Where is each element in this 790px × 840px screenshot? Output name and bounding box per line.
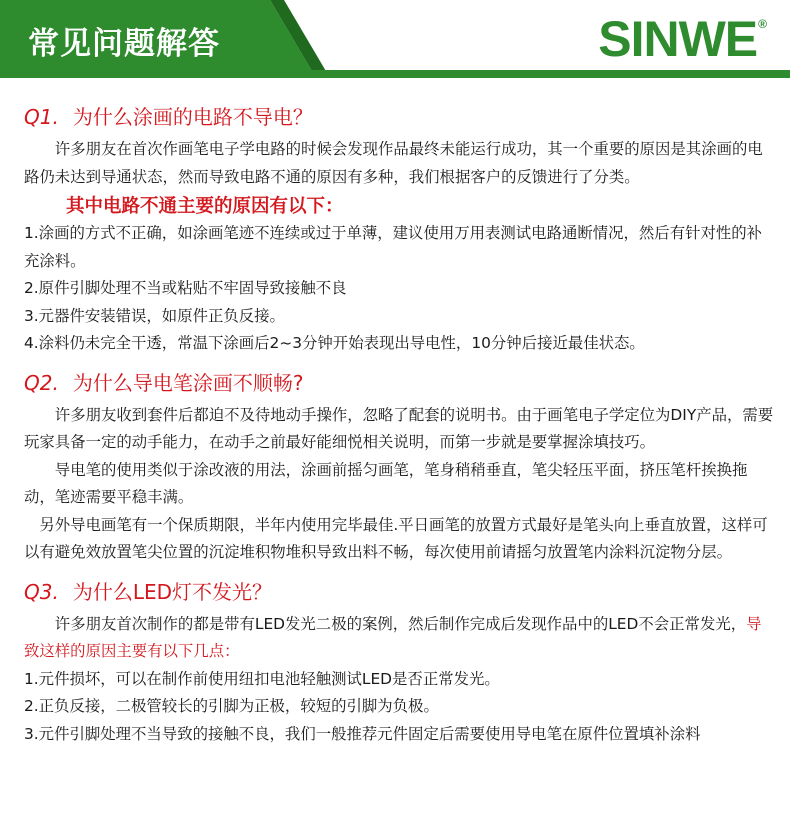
q3-number: Q3. xyxy=(24,579,59,604)
q3-intro-text: 许多朋友首次制作的都是带有LED发光二极的案例，然后制作完成后发现作品中的LED不会正常发光， xyxy=(54,614,747,633)
q1-subheading: 其中电路不通主要的原因有以下： xyxy=(66,196,344,217)
page-header xyxy=(0,0,790,78)
q1-title: 为什么涂画的电路不导电？ xyxy=(72,105,313,129)
faq-content xyxy=(24,104,776,748)
brand-logo-text: SINWE xyxy=(598,11,758,67)
brand-logo xyxy=(598,11,766,67)
q2-title: 为什么导电笔涂画不顺畅? xyxy=(72,370,304,395)
q3-intro-highlight: 导致这样的原因主要有以下几点： xyxy=(24,614,762,660)
page-title: 常见问题解答 xyxy=(28,26,220,62)
q2-heading xyxy=(24,370,776,396)
q2-para-3: 另外导电画笔有一个保质期限，半年内使用完毕最佳.平日画笔的放置方式最好是笔头向上垂直放置，这样可以有避免效放置笔尖位置的沉淀堆积物堆积导致出料不畅，每次使用前请摇匀放置笔内涂料沉淀物分层。 xyxy=(24,515,768,561)
q1-item-3: 3.元器件安装错误，如原件正负反接。 xyxy=(24,306,285,325)
q2-para-1: 许多朋友收到套件后都迫不及待地动手操作，忽略了配套的说明书。由于画笔电子学定位为DIY产品，需要玩家具备一定的动手能力，在动手之前最好能细悦相关说明，而第一步就是要掌握涂填技巧。 xyxy=(24,405,774,451)
q2-para-2: 导电笔的使用类似于涂改液的用法，涂画前摇匀画笔，笔身稍稍垂直，笔尖轻压平面，挤压笔杆挨换拖动，笔迹需要平稳丰满。 xyxy=(24,460,748,506)
q2-number: Q2. xyxy=(24,370,59,395)
q3-item-3: 3.元件引脚处理不当导致的接触不良，我们一般推荐元件固定后需要使用导电笔在原件位置填补涂料 xyxy=(24,724,701,743)
q1-intro: 许多朋友在首次作画笔电子学电路的时候会发现作品最终未能运行成功，其一个重要的原因是其涂画的电路仍未达到导通状态，然而导致电路不通的原因有多种，我们根据客户的反馈进行了分类。 xyxy=(24,140,763,186)
q3-title: 为什么LED灯不发光？ xyxy=(72,579,273,604)
q1-item-2: 2.原件引脚处理不当或粘贴不牢固导致接触不良 xyxy=(24,279,347,297)
q3-item-1: 1.元件损坏，可以在制作前使用纽扣电池轻触测试LED是否正常发光。 xyxy=(24,669,500,688)
q1-heading xyxy=(24,104,776,130)
registered-mark: ® xyxy=(758,17,766,31)
q3-item-2: 2.正负反接，二极管较长的引脚为正极，较短的引脚为负极。 xyxy=(24,697,439,715)
q1-number: Q1. xyxy=(24,105,59,129)
q1-item-1: 1.涂画的方式不正确，如涂画笔迹不连续或过于单薄，建议使用万用表测试电路通断情况，然后有针对性的补充涂料。 xyxy=(24,224,763,270)
q3-intro xyxy=(24,611,776,666)
header-rule xyxy=(300,70,790,78)
q3-heading xyxy=(24,579,776,605)
q1-item-4: 4.涂料仍未完全干透，常温下涂画后2~3分钟开始表现出导电性，10分钟后接近最佳状态。 xyxy=(24,334,645,352)
